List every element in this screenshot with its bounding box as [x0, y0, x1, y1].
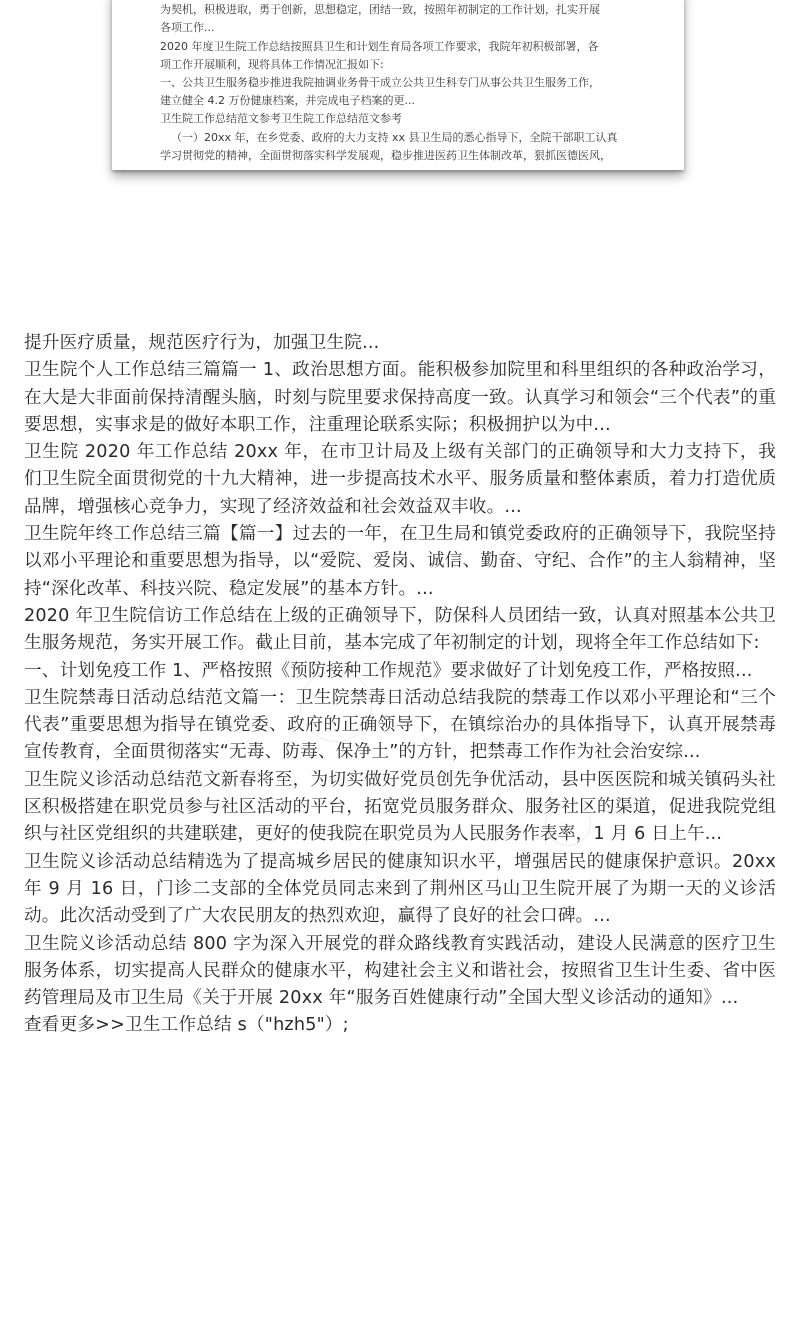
article-body — [24, 330, 776, 1040]
preview-line: 一、公共卫生服务稳步推进我院抽调业务骨干成立公共卫生科专门从事公共卫生服务工作， — [160, 76, 600, 90]
preview-line: 卫生院工作总结范文参考卫生院工作总结范文参考 — [160, 112, 402, 126]
article-paragraph: 卫生院个人工作总结三篇篇一 1、政治思想方面。能积极参加院里和科里组织的各种政治学习，在大是大非面前保持清醒头脑，时刻与院里要求保持高度一致。认真学习和领会“三个代表”的重要思想，实事求是的做好本职工作，注重理论联系实际；积极拥护以为中... — [24, 360, 776, 435]
preview-line: 2020 年度卫生院工作总结按照县卫生和计划生育局各项工作要求，我院年初积极部署，各 — [160, 39, 599, 53]
preview-text — [160, 0, 642, 165]
article-paragraph: 2020 年卫生院信访工作总结在上级的正确领导下，防保科人员团结一致，认真对照基本公共卫生服务规范，务实开展工作。截止目前，基本完成了年初制定的计划，现将全年工作总结如下: — [24, 605, 776, 654]
preview-line: 各项工作... — [160, 21, 215, 35]
article-paragraph: 卫生院年终工作总结三篇【篇一】过去的一年，在卫生局和镇党委政府的正确领导下，我院坚持以邓小平理论和重要思想为指导，以“爱院、爱岗、诚信、勤奋、守纪、合作”的主人翁精神，坚持“深化改革、科技兴院、稳定发展”的基本方针。... — [24, 524, 776, 599]
document-preview-card — [112, 0, 684, 170]
article-paragraph: 卫生院义诊活动总结 800 字为深入开展党的群众路线教育实践活动，建设人民满意的医疗卫生服务体系，切实提高人民群众的健康水平，构建社会主义和谐社会，按照省卫生计生委、省中医药管理局及市卫生局《关于开展 20xx 年“服务百姓健康行动”全国大型义诊活动的通知》... — [24, 933, 776, 1009]
article-paragraph: 卫生院义诊活动总结范文新春将至，为切实做好党员创先争优活动，县中医医院和城关镇码头社区积极搭建在职党员参与社区活动的平台，拓宽党员服务群众、服务社区的渠道，促进我院党组织与社区党组织的共建联建，更好的使我院在职党员为人民服务作表率，1 月 6 日上午... — [24, 769, 776, 845]
preview-line: 建立健全 4.2 万份健康档案，并完成电子档案的更... — [160, 94, 415, 108]
article-paragraph: 一、计划免疫工作 1、严格按照《预防接种工作规范》要求做好了计划免疫工作，严格按照... — [24, 660, 753, 681]
preview-line: 学习贯彻党的精神，全面贯彻落实科学发展观，稳步推进医药卫生体制改革，狠抓医德医风， — [160, 148, 611, 162]
preview-line: 为契机，积极进取，勇于创新，思想稳定，团结一致，按照年初制定的工作计划，扎实开展 — [160, 3, 600, 17]
article-paragraph: 卫生院 2020 年工作总结 20xx 年，在市卫计局及上级有关部门的正确领导和大力支持下，我们卫生院全面贯彻党的十九大精神，进一步提高技术水平、服务质量和整体素质，着力打造优质品牌，增强核心竞争力，实现了经济效益和社会效益双丰收。... — [24, 442, 776, 517]
preview-line: （一）20xx 年，在乡党委、政府的大力支持 xx 县卫生局的悉心指导下，全院干部职工认真 — [171, 130, 618, 144]
article-paragraph: 卫生院义诊活动总结精选为了提高城乡居民的健康知识水平，增强居民的健康保护意识。20xx 年 9 月 16 日，门诊二支部的全体党员同志来到了荆州区马山卫生院开展了为期一天的义诊活动。此次活动受到了广大农民朋友的热烈欢迎，赢得了良好的社会口碑。... — [24, 851, 776, 927]
view-more-link[interactable]: 查看更多>>卫生工作总结 s（"hzh5"）; — [24, 1015, 349, 1036]
preview-line: 项工作开展顺利，现将具体工作情况汇报如下: — [160, 57, 384, 71]
article-paragraph: 提升医疗质量，规范医疗行为，加强卫生院... — [24, 333, 380, 353]
article-paragraph: 卫生院禁毒日活动总结范文篇一：卫生院禁毒日活动总结我院的禁毒工作以邓小平理论和“三个代表”重要思想为指导在镇党委、政府的正确领导下，在镇综治办的具体指导下，认真开展禁毒宣传教育，全面贯彻落实“无毒、防毒、保净土”的方针，把禁毒工作作为社会治安综... — [24, 687, 776, 763]
